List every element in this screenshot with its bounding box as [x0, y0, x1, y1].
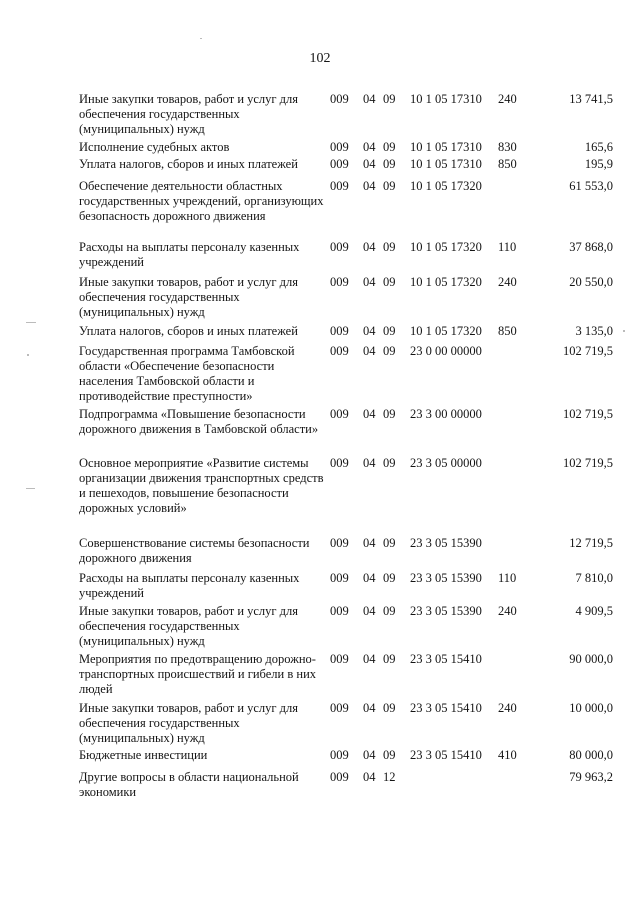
row-ministry: 009	[330, 240, 349, 254]
row-section: 04	[363, 536, 376, 550]
row-amount: 12 719,5	[569, 536, 613, 550]
row-expense-type: 110	[498, 240, 517, 254]
scan-speck	[26, 322, 36, 323]
row-ministry: 009	[330, 157, 349, 171]
row-amount: 7 810,0	[575, 571, 613, 585]
row-description: Расходы на выплаты персоналу казенных учреждений	[79, 571, 300, 600]
row-expense-type: 830	[498, 140, 517, 154]
row-ministry: 009	[330, 652, 349, 666]
row-amount: 37 868,0	[569, 240, 613, 254]
row-target: 23 3 05 15390	[410, 536, 482, 550]
row-subsection: 09	[383, 344, 396, 358]
row-section: 04	[363, 748, 376, 762]
row-expense-type: 410	[498, 748, 517, 762]
row-ministry: 009	[330, 770, 349, 784]
row-section: 04	[363, 604, 376, 618]
row-subsection: 09	[383, 701, 396, 715]
row-expense-type: 240	[498, 604, 517, 618]
row-description: Исполнение судебных актов	[79, 140, 230, 154]
row-target: 23 3 05 15410	[410, 748, 482, 762]
row-target: 10 1 05 17320	[410, 275, 482, 289]
row-description: Уплата налогов, сборов и иных платежей	[79, 324, 298, 338]
row-description: Совершенствование системы безопасности дорожного движения	[79, 536, 310, 565]
row-amount: 102 719,5	[563, 344, 613, 358]
row-target: 10 1 05 17310	[410, 92, 482, 106]
row-section: 04	[363, 770, 376, 784]
row-description: Обеспечение деятельности областных государственных учреждений, организующих безопасность дорожного движения	[79, 179, 324, 223]
scan-speck	[623, 330, 625, 332]
row-amount: 80 000,0	[569, 748, 613, 762]
row-target: 10 1 05 17320	[410, 240, 482, 254]
row-target: 23 0 00 00000	[410, 344, 482, 358]
row-target: 23 3 05 15410	[410, 652, 482, 666]
row-amount: 102 719,5	[563, 407, 613, 421]
row-description: Иные закупки товаров, работ и услуг для обеспечения государственных (муниципальных) нужд	[79, 275, 299, 319]
row-ministry: 009	[330, 324, 349, 338]
scan-speck	[27, 354, 29, 356]
row-section: 04	[363, 275, 376, 289]
row-target: 23 3 05 15390	[410, 604, 482, 618]
row-subsection: 09	[383, 140, 396, 154]
row-section: 04	[363, 571, 376, 585]
row-ministry: 009	[330, 571, 349, 585]
row-section: 04	[363, 179, 376, 193]
row-ministry: 009	[330, 456, 349, 470]
scan-speck	[26, 488, 35, 489]
row-subsection: 09	[383, 407, 396, 421]
row-description: Иные закупки товаров, работ и услуг для обеспечения государственных (муниципальных) нужд	[79, 604, 299, 648]
row-subsection: 09	[383, 324, 396, 338]
row-section: 04	[363, 701, 376, 715]
row-section: 04	[363, 652, 376, 666]
row-amount: 165,6	[584, 140, 613, 154]
row-subsection: 09	[383, 652, 396, 666]
row-subsection: 09	[383, 571, 396, 585]
row-description: Иные закупки товаров, работ и услуг для обеспечения государственных (муниципальных) нужд	[79, 701, 299, 745]
row-subsection: 09	[383, 604, 396, 618]
row-target: 23 3 05 00000	[410, 456, 482, 470]
row-description: Уплата налогов, сборов и иных платежей	[79, 157, 298, 171]
row-subsection: 09	[383, 157, 396, 171]
row-section: 04	[363, 157, 376, 171]
row-expense-type: 240	[498, 92, 517, 106]
row-ministry: 009	[330, 604, 349, 618]
row-subsection: 09	[383, 179, 396, 193]
row-amount: 10 000,0	[569, 701, 613, 715]
row-amount: 90 000,0	[569, 652, 613, 666]
row-amount: 102 719,5	[563, 456, 613, 470]
row-subsection: 09	[383, 240, 396, 254]
row-target: 23 3 05 15410	[410, 701, 482, 715]
row-description: Государственная программа Тамбовской области «Обеспечение безопасности населения Тамбовской области и противодействие преступности»	[79, 344, 295, 403]
row-ministry: 009	[330, 140, 349, 154]
row-ministry: 009	[330, 344, 349, 358]
row-section: 04	[363, 407, 376, 421]
row-ministry: 009	[330, 407, 349, 421]
row-target: 23 3 00 00000	[410, 407, 482, 421]
row-subsection: 09	[383, 275, 396, 289]
row-ministry: 009	[330, 748, 349, 762]
row-subsection: 12	[383, 770, 396, 784]
row-amount: 79 963,2	[569, 770, 613, 784]
row-section: 04	[363, 240, 376, 254]
row-amount: 195,9	[584, 157, 613, 171]
row-description: Расходы на выплаты персоналу казенных учреждений	[79, 240, 300, 269]
row-expense-type: 240	[498, 275, 517, 289]
row-description: Бюджетные инвестиции	[79, 748, 208, 762]
row-section: 04	[363, 344, 376, 358]
row-subsection: 09	[383, 536, 396, 550]
row-description: Мероприятия по предотвращению дорожно-транспортных происшествий и гибели в них людей	[79, 652, 317, 696]
row-ministry: 009	[330, 701, 349, 715]
row-ministry: 009	[330, 179, 349, 193]
row-target: 10 1 05 17310	[410, 157, 482, 171]
row-section: 04	[363, 456, 376, 470]
row-target: 10 1 05 17320	[410, 324, 482, 338]
row-subsection: 09	[383, 456, 396, 470]
row-target: 10 1 05 17320	[410, 179, 482, 193]
row-subsection: 09	[383, 92, 396, 106]
row-subsection: 09	[383, 748, 396, 762]
row-amount: 61 553,0	[569, 179, 613, 193]
row-description: Основное мероприятие «Развитие системы организации движения транспортных средств и пешеходов, повышение безопасности дорожных условий»	[79, 456, 324, 515]
row-section: 04	[363, 324, 376, 338]
row-amount: 3 135,0	[575, 324, 613, 338]
row-description: Иные закупки товаров, работ и услуг для обеспечения государственных (муниципальных) нужд	[79, 92, 299, 136]
row-expense-type: 850	[498, 157, 517, 171]
row-expense-type: 240	[498, 701, 517, 715]
row-ministry: 009	[330, 92, 349, 106]
row-expense-type: 110	[498, 571, 517, 585]
row-section: 04	[363, 140, 376, 154]
row-ministry: 009	[330, 275, 349, 289]
page-number: 102	[309, 51, 331, 66]
row-amount: 20 550,0	[569, 275, 613, 289]
row-expense-type: 850	[498, 324, 517, 338]
scan-speck	[200, 38, 202, 39]
row-amount: 4 909,5	[575, 604, 613, 618]
row-description: Подпрограмма «Повышение безопасности дорожного движения в Тамбовской области»	[79, 407, 319, 436]
row-target: 23 3 05 15390	[410, 571, 482, 585]
row-target: 10 1 05 17310	[410, 140, 482, 154]
row-section: 04	[363, 92, 376, 106]
row-ministry: 009	[330, 536, 349, 550]
row-description: Другие вопросы в области национальной экономики	[79, 770, 299, 799]
row-amount: 13 741,5	[569, 92, 613, 106]
